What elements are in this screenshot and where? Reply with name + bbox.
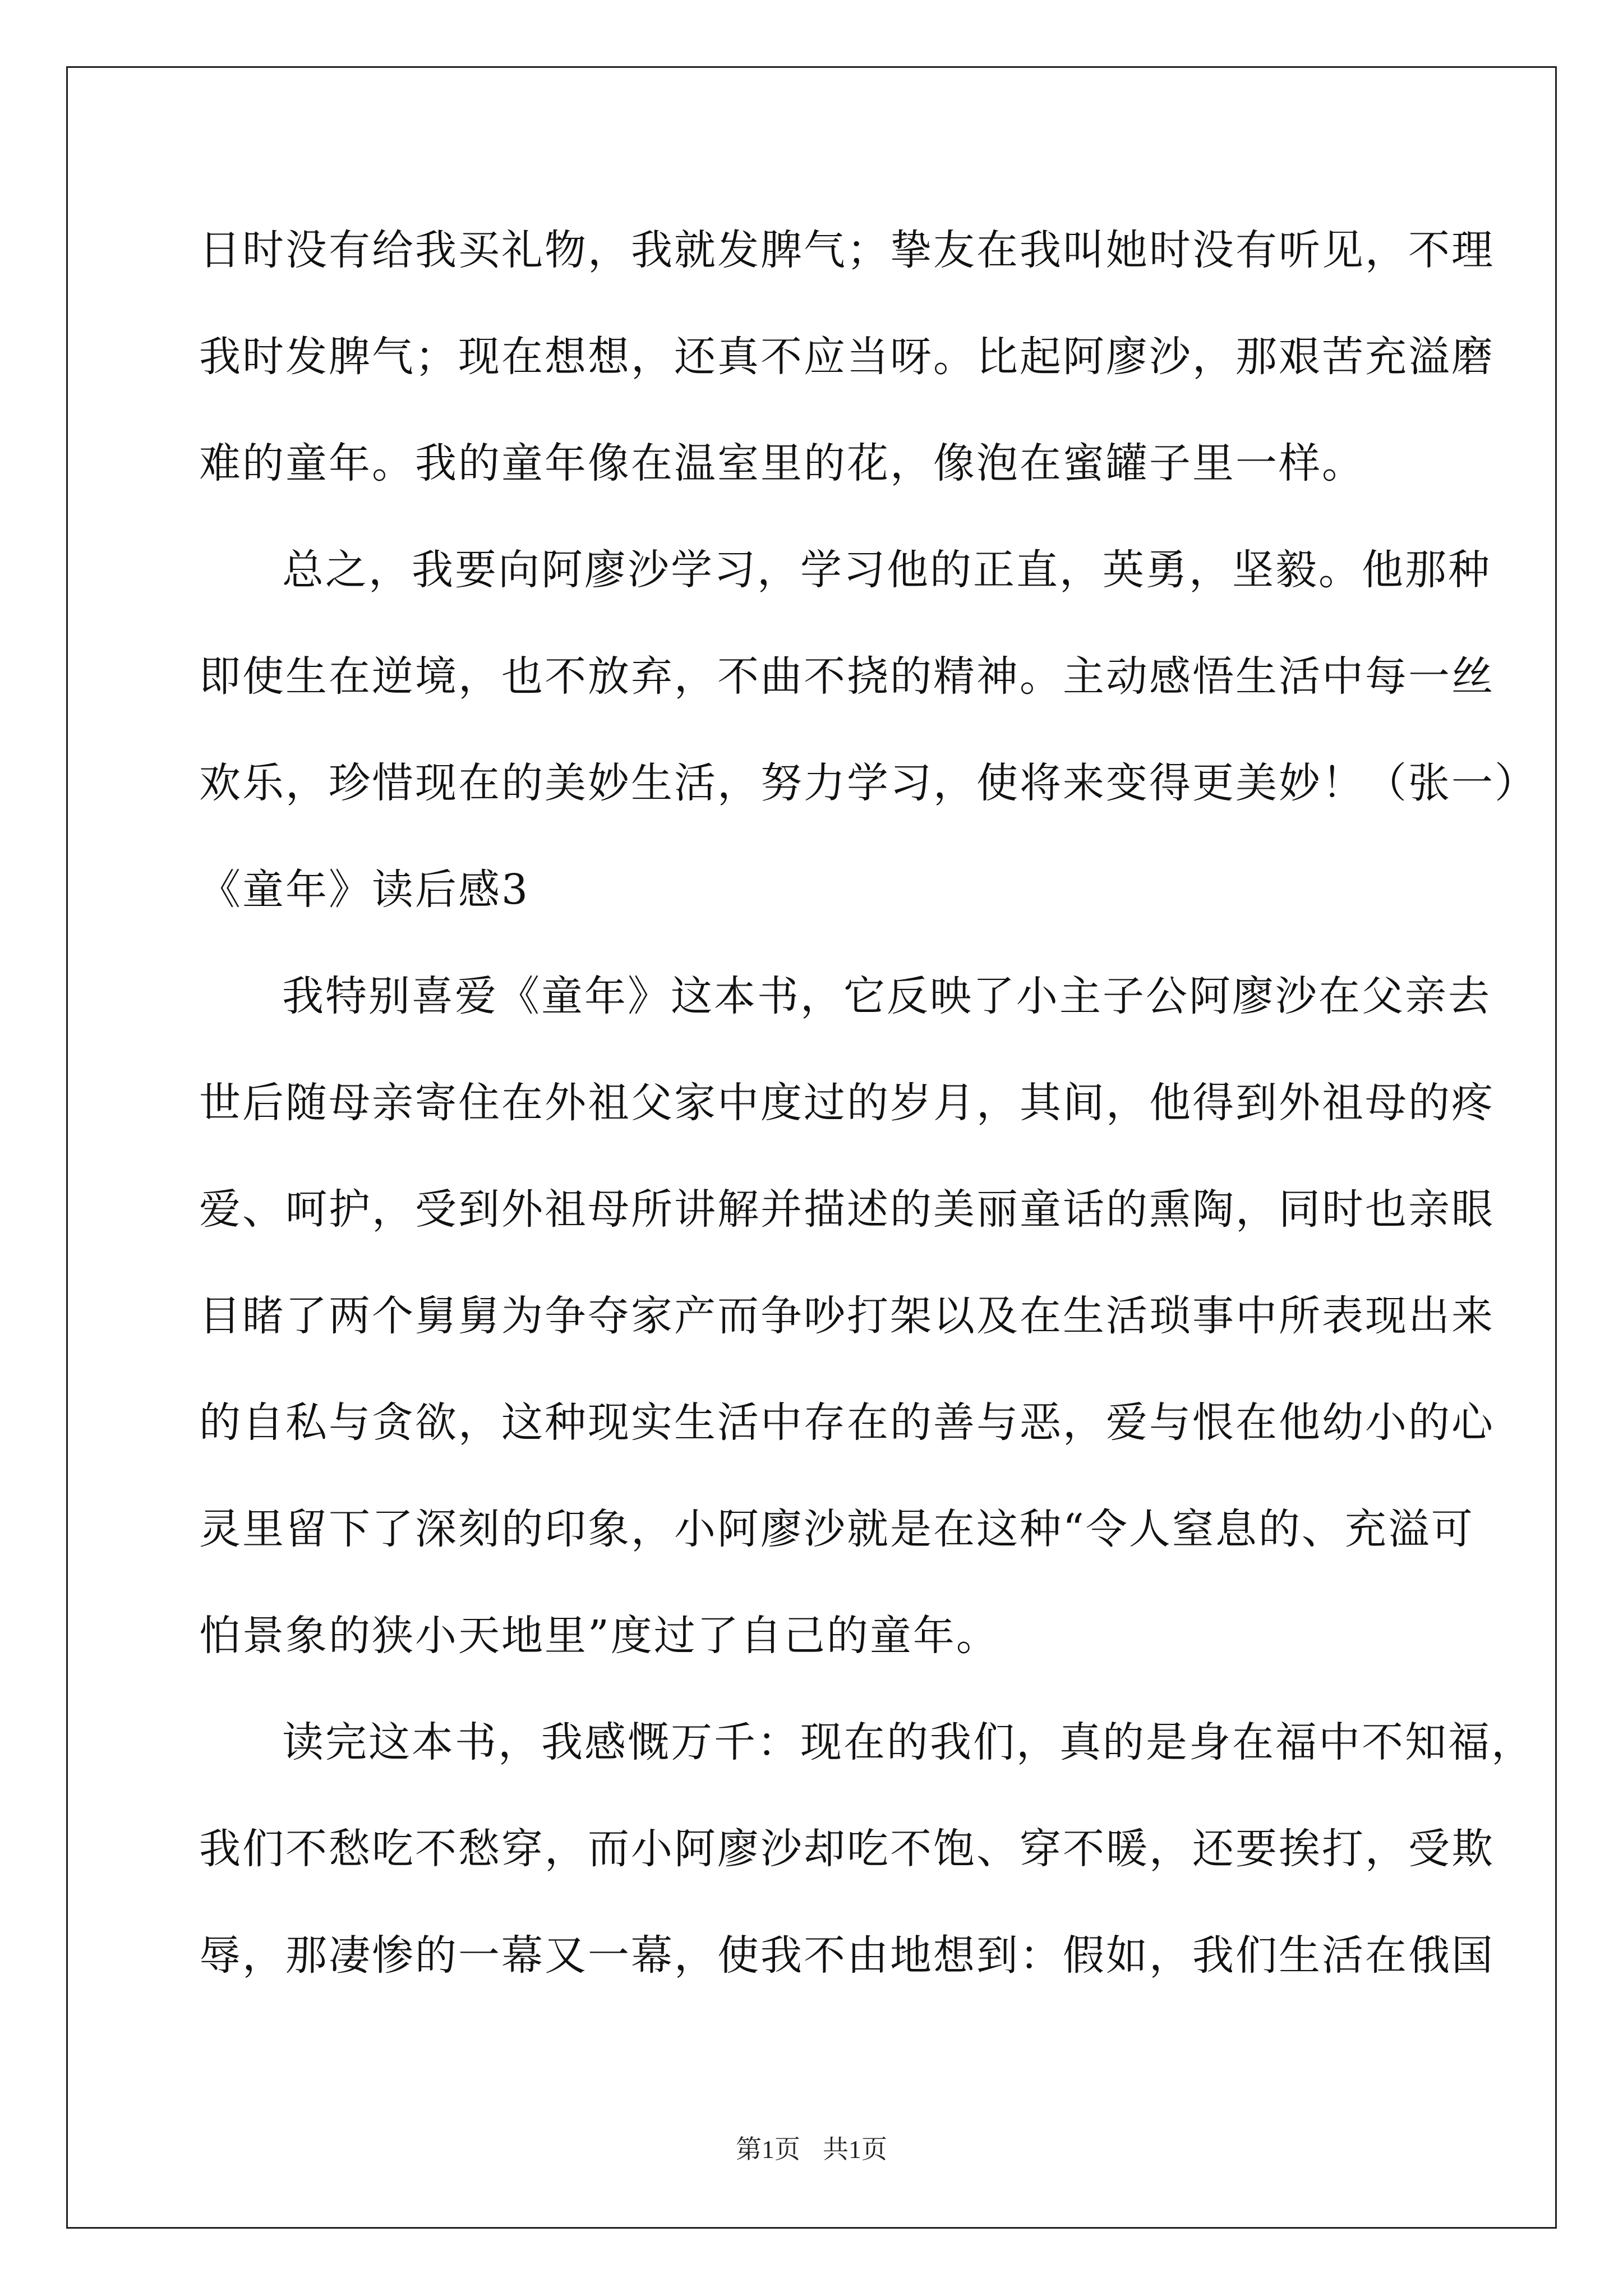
text-line: 欢乐，珍惜现在的美妙生活，努力学习，使将来变得更美妙！（张一） [199, 759, 1538, 807]
text-line: 我们不愁吃不愁穿，而小阿廖沙却吃不饱、穿不暖，还要挨打，受欺 [199, 1825, 1495, 1873]
text-line: 目睹了两个舅舅为争夺家产而争吵打架以及在生活琐事中所表现出来 [199, 1292, 1495, 1340]
text-line: 世后随母亲寄住在外祖父家中度过的岁月，其间，他得到外祖母的疼 [199, 1079, 1495, 1127]
text-line: 总之，我要向阿廖沙学习，学习他的正直，英勇，坚毅。他那种 [282, 546, 1491, 594]
text-line: 即使生在逆境，也不放弃，不曲不挠的精神。主动感悟生活中每一丝 [199, 652, 1495, 701]
text-line: 灵里留下了深刻的印象，小阿廖沙就是在这种“令人窒息的、充溢可 [199, 1505, 1474, 1553]
text-line: 难的童年。我的童年像在温室里的花，像泡在蜜罐子里一样。 [199, 439, 1365, 487]
text-line: 的自私与贪欲，这种现实生活中存在的善与恶，爱与恨在他幼小的心 [199, 1398, 1495, 1447]
text-line: 怕景象的狭小天地里”度过了自己的童年。 [199, 1612, 999, 1660]
text-line: 日时没有给我买礼物，我就发脾气；挚友在我叫她时没有听见，不理 [199, 226, 1495, 274]
text-line: 读完这本书，我感慨万千：现在的我们，真的是身在福中不知福， [282, 1718, 1534, 1766]
page-total: 共1页 [823, 2135, 887, 2164]
page-number: 第1页 [736, 2135, 800, 2164]
text-line: 我时发脾气；现在想想，还真不应当呀。比起阿廖沙，那艰苦充溢磨 [199, 333, 1495, 381]
text-line: 辱，那凄惨的一幕又一幕，使我不由地想到：假如，我们生活在俄国 [199, 1931, 1495, 1980]
document-body [199, 218, 1538, 2030]
text-line: 我特别喜爱《童年》这本书，它反映了小主子公阿廖沙在父亲去 [282, 972, 1491, 1020]
text-line: 爱、呵护，受到外祖母所讲解并描述的美丽童话的熏陶，同时也亲眼 [199, 1185, 1495, 1234]
page-footer [0, 2129, 1623, 2166]
section-heading: 《童年》读后感3 [199, 866, 530, 914]
